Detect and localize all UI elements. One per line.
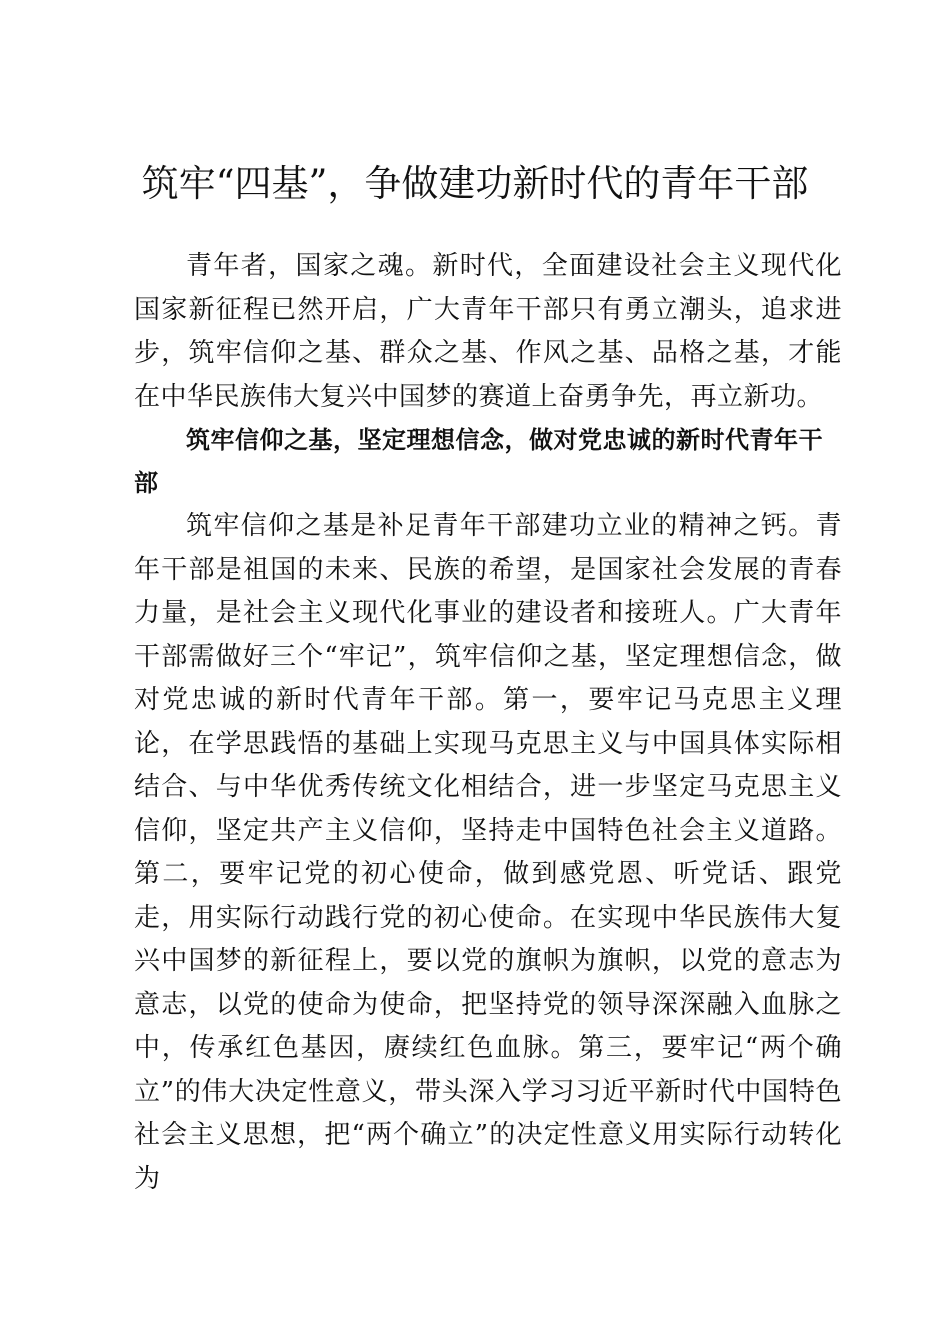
section-heading: 筑牢信仰之基，坚定理想信念，做对党忠诚的新时代青年干部 xyxy=(134,426,823,497)
document-body xyxy=(134,245,842,1201)
section-paragraph: 筑牢信仰之基是补足青年干部建功立业的精神之钙。青年干部是祖国的未来、民族的希望，是国家社会发展的青春力量，是社会主义现代化事业的建设者和接班人。广大青年干部需做好三个“牢记”，筑牢信仰之基，坚定理想信念，做对党忠诚的新时代青年干部。第一，要牢记马克思主义理论，在学思践悟的基础上实现马克思主义与中国具体实际相结合、与中华优秀传统文化相结合，进一步坚定马克思主义信仰，坚定共产主义信仰，坚持走中国特色社会主义道路。第二，要牢记党的初心使命，做到感党恩、听党话、跟党走，用实际行动践行党的初心使命。在实现中华民族伟大复兴中国梦的新征程上，要以党的旗帜为旗帜，以党的意志为意志，以党的使命为使命，把坚持党的领导深深融入血脉之中，传承红色基因，赓续红色血脉。第三，要牢记“两个确立”的伟大决定性意义，带头深入学习习近平新时代中国特色社会主义思想，把“两个确立”的决定性意义用实际行动转化为 xyxy=(134,511,842,1194)
document-title: 筑牢“四基”，争做建功新时代的青年干部 xyxy=(141,161,809,205)
intro-paragraph: 青年者，国家之魂。新时代，全面建设社会主义现代化国家新征程已然开启，广大青年干部只有勇立潮头，追求进步，筑牢信仰之基、群众之基、作风之基、品格之基，才能在中华民族伟大复兴中国梦的赛道上奋勇争先，再立新功。 xyxy=(134,251,842,412)
